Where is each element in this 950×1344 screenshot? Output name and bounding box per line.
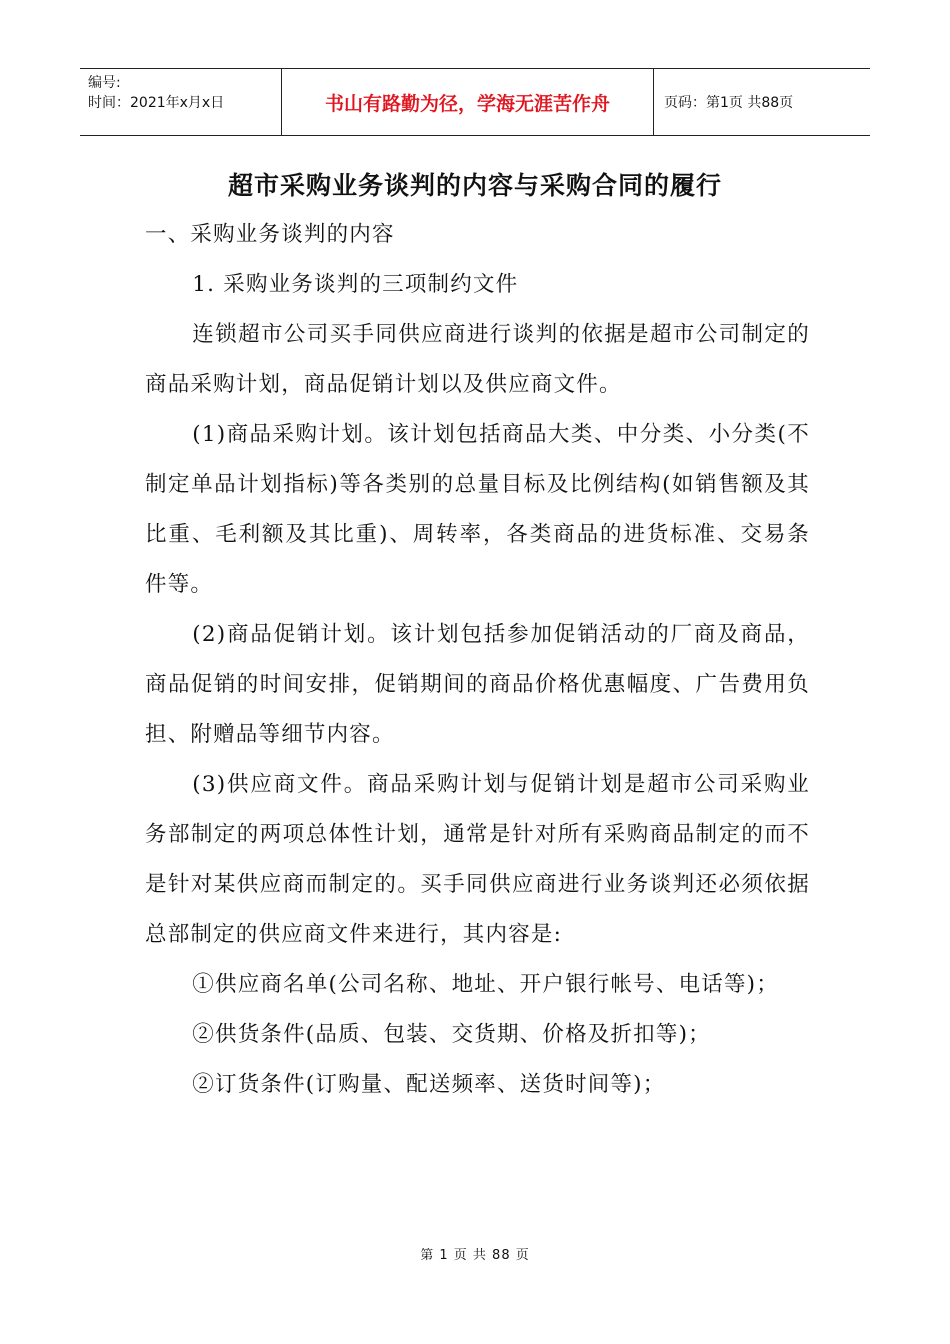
body-paragraph: (1)商品采购计划。该计划包括商品大类、中分类、小分类(不制定单品计划指标)等各类别的总量目标及比例结构(如销售额及其比重、毛利额及其比重)、周转率，各类商品的进货标准、交易条件等。 [145,422,810,597]
header-meta [80,69,282,135]
header-motto: 书山有路勤为径，学海无涯苦作舟 [282,69,654,135]
document-title: 超市采购业务谈判的内容与采购合同的履行 [227,171,722,200]
document-number-label: 编号: [88,75,121,91]
subsection-heading: 1. 采购业务谈判的三项制约文件 [192,272,519,297]
section-heading: 一、采购业务谈判的内容 [145,222,395,247]
list-item: ②订货条件(订购量、配送频率、送货时间等)； [192,1072,666,1097]
body-paragraph: (2)商品促销计划。该计划包括参加促销活动的厂商及商品，商品促销的时间安排，促销期间的商品价格优惠幅度、广告费用负担、附赠品等细节内容。 [145,622,810,747]
body-paragraph: (3)供应商文件。商品采购计划与促销计划是超市公司采购业务部制定的两项总体性计划，通常是针对所有采购商品制定的而不是针对某供应商而制定的。买手同供应商进行业务谈判还必须依据总部制定的供应商文件来进行，其内容是: [145,772,810,947]
header-table [80,68,870,136]
header-page-info: 页码：第1页 共88页 [664,95,794,111]
body-paragraph: 连锁超市公司买手同供应商进行谈判的依据是超市公司制定的商品采购计划，商品促销计划以及供应商文件。 [145,322,810,397]
list-item: ①供应商名单(公司名称、地址、开户银行帐号、电话等)； [192,972,779,997]
document-date: 时间：2021年x月x日 [88,95,225,111]
document-body [145,210,810,1110]
list-item: ②供货条件(品质、包装、交货期、价格及折扣等)； [192,1022,711,1047]
page-footer: 第 1 页 共 88 页 [420,1248,530,1263]
